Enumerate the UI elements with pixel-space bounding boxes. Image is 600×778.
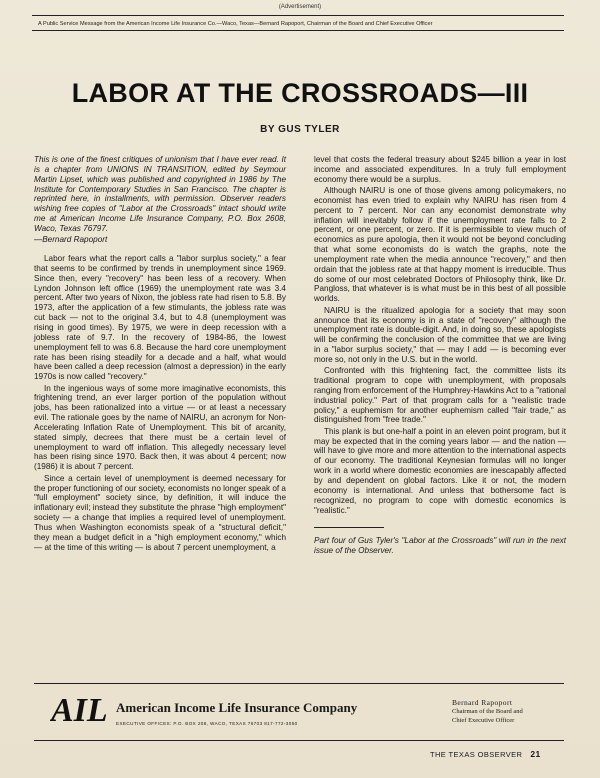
intro-signature: —Bernard Rapoport xyxy=(34,235,108,245)
page-number: 21 xyxy=(530,749,541,759)
logo-text: AIL xyxy=(51,692,108,724)
paragraph: NAIRU is the ritualized apologia for a society that may soon announce that its economy is in a state of "recovery" although the unemployment rate is double-digit. And, in doing so, these apologists will be confirming the conclusion of the committee that we are living in a "labor surplus society," that — may I add — is becoming ever more so, not only in the U.S. but in the world. xyxy=(314,305,566,364)
paragraph: level that costs the federal treasury about $245 billion a year in lost income and associated expenditures. In a truly full employment economy there would be a surplus. xyxy=(314,155,566,184)
paragraph: Although NAIRU is one of those givens among policymakers, no economist has even tried to explain why NAIRU has risen from 4 percent to 7 percent. Nor can any economist demonstrate why inflation will inevitably follow if the unemployment rate falls to 2 percent, or one percent, or zero. If it is permissible to view much of economics as pure apologia, then it would not be beyond concluding that what some economists do is watch the graphs, note the unemployment rate when the media announce "recovery," and then ordain that the jobless rate at that happy moment is irreducible. Thus do some of our most celebrated Doctors of Philosophy think, like Dr. Pangloss, that whatever is is what must be in this best of all possible worlds. xyxy=(314,186,566,304)
chairman-title-2: Chief Executive Officer xyxy=(452,717,515,724)
paragraph: This plank is but one-half a point in an eleven point program, but it may be expected that in the coming years labor — and the nation — will have to give more and more attention to the international aspects of our economy. The traditional Keynesian formulas will no longer work in a world where domestic economies are inescapably affected by and dependent on global factors. Like it or not, the modern economy is international. And unless that bothersome fact is recognized, no program to cope with domestic economics is "realistic." xyxy=(314,426,566,515)
executive-offices: EXECUTIVE OFFICES: P.O. BOX 208, WACO, TEXAS 76703 817-772-3050 xyxy=(116,721,298,726)
chairman-title-1: Chairman of the Board and xyxy=(452,708,523,715)
chairman-block xyxy=(452,698,562,725)
paragraph: In the ingenious ways of some more imaginative economists, this frightening trend, an ever larger portion of the population without jobs, has been rationalized into a virtue — or at least a necessary evil. The rationale goes by the name of NAIRU, an acronym for Non-Accelerating Inflation Rate of Unemployment. This bit of arcanity, stated simply, decrees that there must be a certain level of unemployment to ward off inflation. This allegedly necessary level has been rising since 1970. Back then, it was about 4 percent; now (1986) it is about 7 percent. xyxy=(34,383,286,472)
left-column xyxy=(34,155,286,554)
ail-logo-icon xyxy=(50,692,110,724)
end-rule xyxy=(314,527,384,528)
advertisement-label: (Advertisement) xyxy=(278,4,322,10)
article-title: LABOR AT THE CROSSROADS—III xyxy=(71,78,529,108)
publication-name: THE TEXAS OBSERVER xyxy=(430,750,523,759)
intro-note: This is one of the finest critiques of unionism that I have ever read. It is a chapter from UNIONS IN TRANSITION, edited by Seymour Martin Lipset, which was published and copyrighted in 1986 by The Institute for Contemporary Studies in San Francisco. The chapter is reprinted here, in installments, with permission. Observer readers wishing free copies of "Labor at the Crossroads" intact should write me at American Income Life Insurance Company, P.O. Box 2608, Waco, Texas 76797. xyxy=(34,155,286,233)
header-rule xyxy=(32,30,564,31)
page-footer xyxy=(430,749,541,759)
right-column xyxy=(314,155,566,558)
public-service-message: A Public Service Message from the American Income Life Insurance Co.—Waco, Texas—Bernard Rapoport, Chairman of the Board and Chief Executive Officer xyxy=(38,21,433,27)
top-rule xyxy=(32,15,564,16)
footer-bottom-rule xyxy=(34,740,564,741)
paragraph: Since a certain level of unemployment is deemed necessary for the proper functioning of our society, economists no longer speak of a "full employment" society since, by definition, it will induce the inflationary evil; instead they substitute the phrase "high employment" society — a change that implies a required level of unemployment. Thus when Washington economists speak of a "structural deficit," they mean a budget deficit in a "high employment economy," which — at the time of this writing — is about 7 percent unemployment, a xyxy=(34,473,286,552)
paragraph: Confronted with this frightening fact, the committee lists its traditional program to cope with unemployment, with proposals ranging from enforcement of the Humphrey-Hawkins Act to a "rational industrial policy." Part of that program calls for a "realistic trade policy," a euphemism for another euphemism called "fair trade," as distinguished from "free trade." xyxy=(314,366,566,425)
footer-top-rule xyxy=(34,683,564,684)
next-issue-note: Part four of Gus Tyler's "Labor at the Crossroads" will run in the next issue of the Observer. xyxy=(314,536,566,556)
company-name: American Income Life Insurance Company xyxy=(116,700,358,715)
chairman-name: Bernard Rapoport xyxy=(452,698,513,707)
byline: BY GUS TYLER xyxy=(260,124,340,135)
paragraph: Labor fears what the report calls a "labor surplus society," a fear that seems to be confirmed by trends in unemployment since 1969. Since then, every "recovery" has been less of a recovery. When Lyndon Johnson left office (1969) the unemployment rate was 3.4 percent. After two years of Nixon, the jobless rate had risen to 5.8. By 1973, after the application of a few stimulants, the jobless rate was cut back — not to the original 3.4, but to 4.8 (unemployment was rising in good times). By 1975, we were in deep recession with a jobless rate of 9.7. In the recovery of 1984-86, the lowest unemployment fell to was 6.8. Because the hard core unemployment rate has been rising steadily for a decade and a half, what would have been called a deep recession (almost a depression) in the early 1970s is now called "recovery." xyxy=(34,254,286,382)
